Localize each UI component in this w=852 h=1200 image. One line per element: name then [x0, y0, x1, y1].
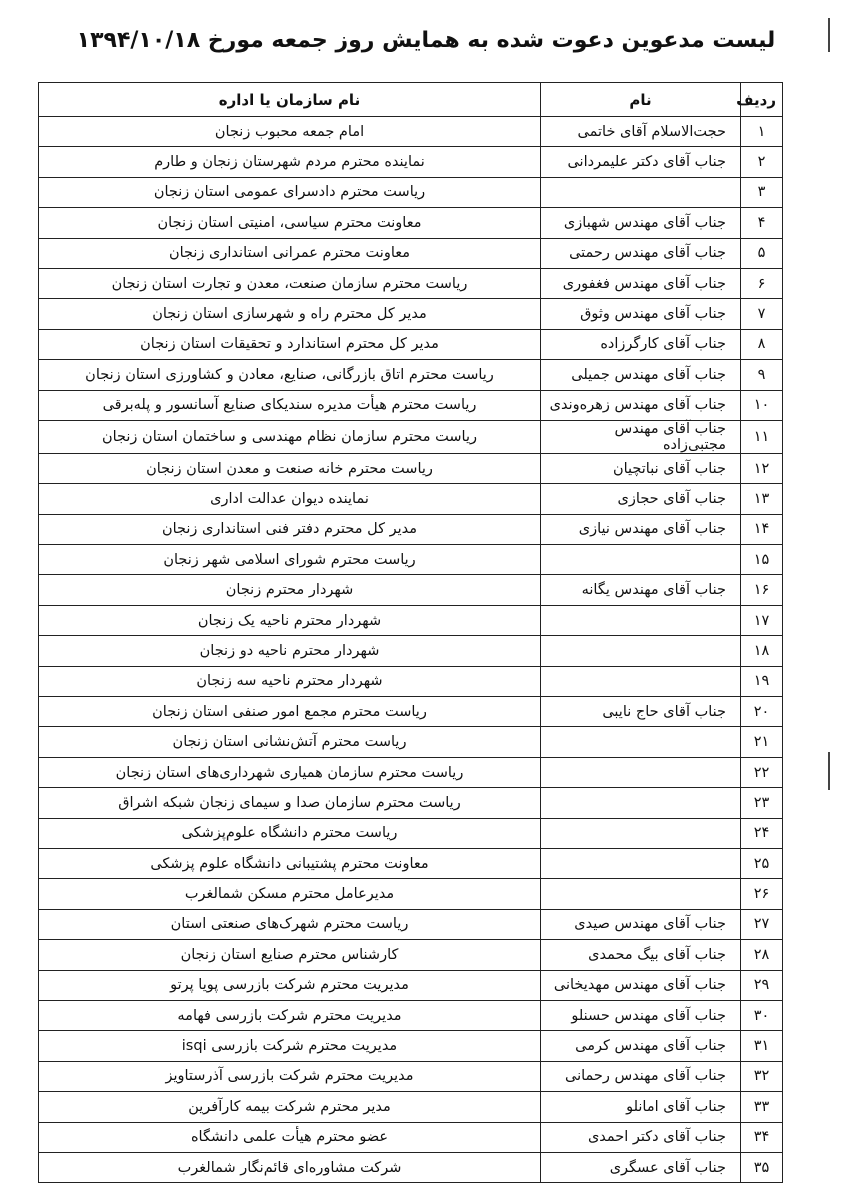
table-row [39, 268, 783, 298]
organization-cell: ریاست محترم سازمان همیاری شهرداری‌های استان زنجان [39, 757, 541, 787]
row-number-cell: ۴ [741, 208, 783, 238]
invitee-name-cell: جناب آقای دکتر علیمردانی [541, 147, 741, 177]
organization-cell: معاونت محترم عمرانی استانداری زنجان [39, 238, 541, 268]
organization-cell: کارشناس محترم صنایع استان زنجان [39, 940, 541, 970]
row-number-cell: ۲۶ [741, 879, 783, 909]
table-row [39, 360, 783, 390]
table-row [39, 575, 783, 605]
organization-cell: ریاست محترم آتش‌نشانی استان زنجان [39, 727, 541, 757]
invitee-name-cell: جناب آقای مهندس نیازی [541, 514, 741, 544]
invitee-name-cell [541, 666, 741, 696]
organization-cell: نماینده دیوان عدالت اداری [39, 484, 541, 514]
organization-cell: مدیر کل محترم راه و شهرسازی استان زنجان [39, 299, 541, 329]
invitee-name-cell: جناب آقای مهندس مجتبی‌زاده [541, 420, 741, 453]
row-number-cell: ۱۸ [741, 636, 783, 666]
row-number-cell: ۳۱ [741, 1031, 783, 1061]
invitee-name-cell: جناب آقای عسگری [541, 1152, 741, 1182]
organization-cell: ریاست محترم شهرک‌های صنعتی استان [39, 909, 541, 939]
organization-cell: ریاست محترم شورای اسلامی شهر زنجان [39, 545, 541, 575]
row-number-cell: ۳۳ [741, 1092, 783, 1122]
table-row [39, 697, 783, 727]
invitee-name-cell: جناب آقای کارگرزاده [541, 329, 741, 359]
organization-cell: ریاست محترم سازمان صدا و سیمای زنجان شبکه اشراق [39, 788, 541, 818]
header-organization: نام سازمان یا اداره [39, 83, 541, 117]
row-number-cell: ۱۱ [741, 420, 783, 453]
organization-cell: ریاست محترم خانه صنعت و معدن استان زنجان [39, 453, 541, 483]
row-number-cell: ۲ [741, 147, 783, 177]
table-row [39, 514, 783, 544]
table-row [39, 1061, 783, 1091]
invitee-name-cell: جناب آقای مهندس فغفوری [541, 268, 741, 298]
invitee-name-cell [541, 788, 741, 818]
invitee-name-cell [541, 879, 741, 909]
scan-edge-mark-top [828, 18, 830, 52]
table-row [39, 208, 783, 238]
table-row [39, 909, 783, 939]
table-row [39, 788, 783, 818]
organization-cell: معاونت محترم سیاسی، امنیتی استان زنجان [39, 208, 541, 238]
row-number-cell: ۱۹ [741, 666, 783, 696]
table-row [39, 1152, 783, 1182]
invitee-name-cell: جناب آقای بیگ محمدی [541, 940, 741, 970]
row-number-cell: ۱ [741, 117, 783, 147]
organization-cell: ریاست محترم هیأت مدیره سندیکای صنایع آسانسور و پله‌برقی [39, 390, 541, 420]
organization-cell: ریاست محترم سازمان نظام مهندسی و ساختمان استان زنجان [39, 420, 541, 453]
invitee-name-cell: جناب آقای مهندس جمیلی [541, 360, 741, 390]
invitees-table [38, 82, 783, 1183]
table-row [39, 453, 783, 483]
table-row [39, 545, 783, 575]
row-number-cell: ۳ [741, 177, 783, 207]
row-number-cell: ۷ [741, 299, 783, 329]
organization-cell: مدیرعامل محترم مسکن شمالغرب [39, 879, 541, 909]
organization-cell: شرکت مشاوره‌ای قائم‌نگار شمالغرب [39, 1152, 541, 1182]
table-row [39, 117, 783, 147]
table-row [39, 757, 783, 787]
organization-cell: مدیریت محترم شرکت بازرسی آذرستاویز [39, 1061, 541, 1091]
invitee-name-cell: جناب آقای مهندس زهره‌وندی [541, 390, 741, 420]
row-number-cell: ۲۹ [741, 970, 783, 1000]
table-header-row [39, 83, 783, 117]
organization-cell: شهردار محترم ناحیه سه زنجان [39, 666, 541, 696]
row-number-cell: ۳۰ [741, 1000, 783, 1030]
invitee-name-cell [541, 605, 741, 635]
table-row [39, 1031, 783, 1061]
table-row [39, 666, 783, 696]
organization-cell: امام جمعه محبوب زنجان [39, 117, 541, 147]
row-number-cell: ۸ [741, 329, 783, 359]
row-number-cell: ۱۴ [741, 514, 783, 544]
invitee-name-cell: جناب آقای مهندس حسنلو [541, 1000, 741, 1030]
invitee-name-cell: جناب آقای حجازی [541, 484, 741, 514]
table-row [39, 970, 783, 1000]
invitee-name-cell: جناب آقای امانلو [541, 1092, 741, 1122]
table-row [39, 605, 783, 635]
organization-cell: ریاست محترم سازمان صنعت، معدن و تجارت استان زنجان [39, 268, 541, 298]
invitee-name-cell: جناب آقای مهندس وثوق [541, 299, 741, 329]
table-row [39, 238, 783, 268]
header-name: نام [541, 83, 741, 117]
table-row [39, 636, 783, 666]
table-row [39, 848, 783, 878]
invitee-name-cell: جناب آقای مهندس کرمی [541, 1031, 741, 1061]
row-number-cell: ۳۲ [741, 1061, 783, 1091]
organization-cell: ریاست محترم اتاق بازرگانی، صنایع، معادن و کشاورزی استان زنجان [39, 360, 541, 390]
table-row [39, 879, 783, 909]
invitee-name-cell: جناب آقای نباتچیان [541, 453, 741, 483]
table-row [39, 299, 783, 329]
invitee-name-cell [541, 757, 741, 787]
row-number-cell: ۱۵ [741, 545, 783, 575]
row-number-cell: ۲۴ [741, 818, 783, 848]
table-row [39, 940, 783, 970]
table-row [39, 1092, 783, 1122]
organization-cell: مدیر کل محترم استاندارد و تحقیقات استان زنجان [39, 329, 541, 359]
header-row-number: ردیف [741, 83, 783, 117]
table-row [39, 1122, 783, 1152]
scan-edge-mark-middle [828, 752, 830, 790]
row-number-cell: ۱۰ [741, 390, 783, 420]
row-number-cell: ۲۷ [741, 909, 783, 939]
organization-cell: مدیریت محترم شرکت بازرسی isqi [39, 1031, 541, 1061]
invitee-name-cell [541, 636, 741, 666]
invitee-name-cell: جناب آقای مهندس یگانه [541, 575, 741, 605]
table-row [39, 818, 783, 848]
invitee-name-cell: جناب آقای مهندس رحمانی [541, 1061, 741, 1091]
invitee-name-cell: جناب آقای مهندس شهبازی [541, 208, 741, 238]
row-number-cell: ۱۷ [741, 605, 783, 635]
table-body [39, 117, 783, 1183]
organization-cell: شهردار محترم ناحیه دو زنجان [39, 636, 541, 666]
row-number-cell: ۳۵ [741, 1152, 783, 1182]
invitee-name-cell [541, 545, 741, 575]
invitee-name-cell: جناب آقای مهندس صیدی [541, 909, 741, 939]
organization-cell: شهردار محترم زنجان [39, 575, 541, 605]
organization-cell: مدیریت محترم شرکت بازرسی پویا پرتو [39, 970, 541, 1000]
organization-cell: شهردار محترم ناحیه یک زنجان [39, 605, 541, 635]
table-row [39, 484, 783, 514]
table-row [39, 329, 783, 359]
row-number-cell: ۲۲ [741, 757, 783, 787]
table-row [39, 727, 783, 757]
organization-cell: نماینده محترم مردم شهرستان زنجان و طارم [39, 147, 541, 177]
invitee-name-cell: جناب آقای مهندس مهدیخانی [541, 970, 741, 1000]
invitee-name-cell [541, 818, 741, 848]
row-number-cell: ۳۴ [741, 1122, 783, 1152]
organization-cell: مدیر محترم شرکت بیمه کارآفرین [39, 1092, 541, 1122]
row-number-cell: ۲۳ [741, 788, 783, 818]
row-number-cell: ۱۳ [741, 484, 783, 514]
invitee-name-cell: جناب آقای دکتر احمدی [541, 1122, 741, 1152]
row-number-cell: ۵ [741, 238, 783, 268]
row-number-cell: ۹ [741, 360, 783, 390]
organization-cell: معاونت محترم پشتیبانی دانشگاه علوم پزشکی [39, 848, 541, 878]
invitee-name-cell: جناب آقای مهندس رحمتی [541, 238, 741, 268]
invitee-name-cell [541, 727, 741, 757]
invitee-name-cell [541, 177, 741, 207]
organization-cell: ریاست محترم دادسرای عمومی استان زنجان [39, 177, 541, 207]
organization-cell: مدیریت محترم شرکت بازرسی فهامه [39, 1000, 541, 1030]
organization-cell: عضو محترم هیأت علمی دانشگاه [39, 1122, 541, 1152]
organization-cell: مدیر کل محترم دفتر فنی استانداری زنجان [39, 514, 541, 544]
row-number-cell: ۲۰ [741, 697, 783, 727]
row-number-cell: ۱۶ [741, 575, 783, 605]
table-row [39, 177, 783, 207]
table-row [39, 420, 783, 453]
row-number-cell: ۲۱ [741, 727, 783, 757]
table-row [39, 147, 783, 177]
row-number-cell: ۲۵ [741, 848, 783, 878]
row-number-cell: ۱۲ [741, 453, 783, 483]
organization-cell: ریاست محترم دانشگاه علوم‌پزشکی [39, 818, 541, 848]
organization-cell: ریاست محترم مجمع امور صنفی استان زنجان [39, 697, 541, 727]
invitee-name-cell [541, 848, 741, 878]
row-number-cell: ۲۸ [741, 940, 783, 970]
invitee-name-cell: جناب آقای حاج نایبی [541, 697, 741, 727]
table-row [39, 1000, 783, 1030]
table-row [39, 390, 783, 420]
row-number-cell: ۶ [741, 268, 783, 298]
document-title: لیست مدعوین دعوت شده به همایش روز جمعه مورخ ۱۳۹۴/۱۰/۱۸ [76, 28, 776, 53]
invitee-name-cell: حجت‌الاسلام آقای خاتمی [541, 117, 741, 147]
